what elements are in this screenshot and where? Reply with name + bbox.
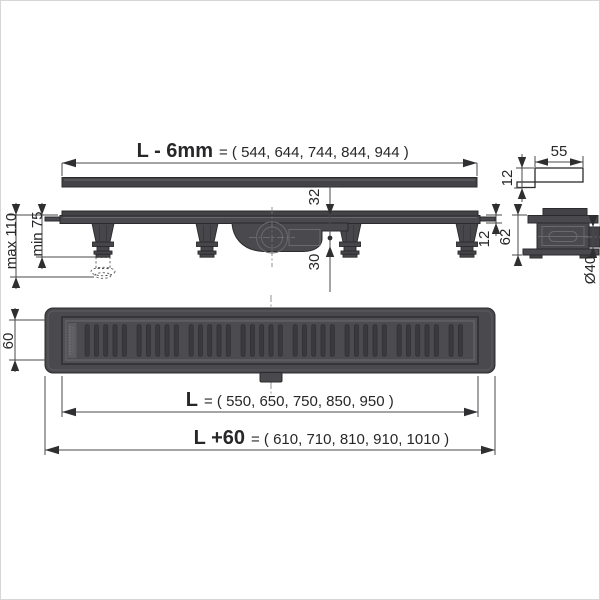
dim-channel-width (0, 308, 47, 372)
grate-side-view (62, 178, 477, 188)
dim-feet-max-label: max 110 (3, 212, 20, 270)
dim-axis-to-bottom-label: 30 (306, 253, 323, 271)
channel-front-view (45, 207, 495, 278)
dim-channel-width-label: 60 (0, 332, 17, 350)
dim-outlet-diameter-label: Ø40 (582, 255, 599, 285)
dim-profile-height-label: 12 (499, 169, 516, 187)
channel-leg (196, 224, 218, 258)
channel-side-view (523, 209, 600, 259)
dim-flange-length-bold: L +60 (193, 427, 245, 449)
dim-body-height (497, 204, 527, 266)
channel-plan-view (45, 295, 495, 395)
dim-grate-length (62, 140, 477, 176)
dim-channel-length-bold: L (185, 389, 198, 411)
dim-profile-width-label: 55 (550, 143, 568, 160)
dim-feet-min-label: min 75 (29, 211, 46, 257)
dim-body-height-label: 62 (497, 228, 514, 246)
dim-grate-length-values: = ( 544, 644, 744, 844, 944 ) (219, 144, 409, 161)
channel-leg (92, 224, 114, 258)
dim-flange-length-values: = ( 610, 710, 810, 910, 1010 ) (251, 431, 450, 448)
brand-strip (68, 323, 77, 358)
fixing-tab (260, 373, 282, 383)
dim-top-to-axis-label: 32 (306, 188, 323, 206)
dim-channel-length-values: = ( 550, 650, 750, 850, 950 ) (204, 393, 394, 410)
channel-leg (456, 224, 478, 258)
grate-profile-detail (499, 143, 583, 202)
dim-rim-height-label: 12 (476, 230, 493, 248)
adjustable-foot-extended-dashed (91, 258, 115, 279)
dim-grate-length-bold: L - 6mm (136, 140, 213, 162)
dim-flange-length (45, 376, 495, 455)
